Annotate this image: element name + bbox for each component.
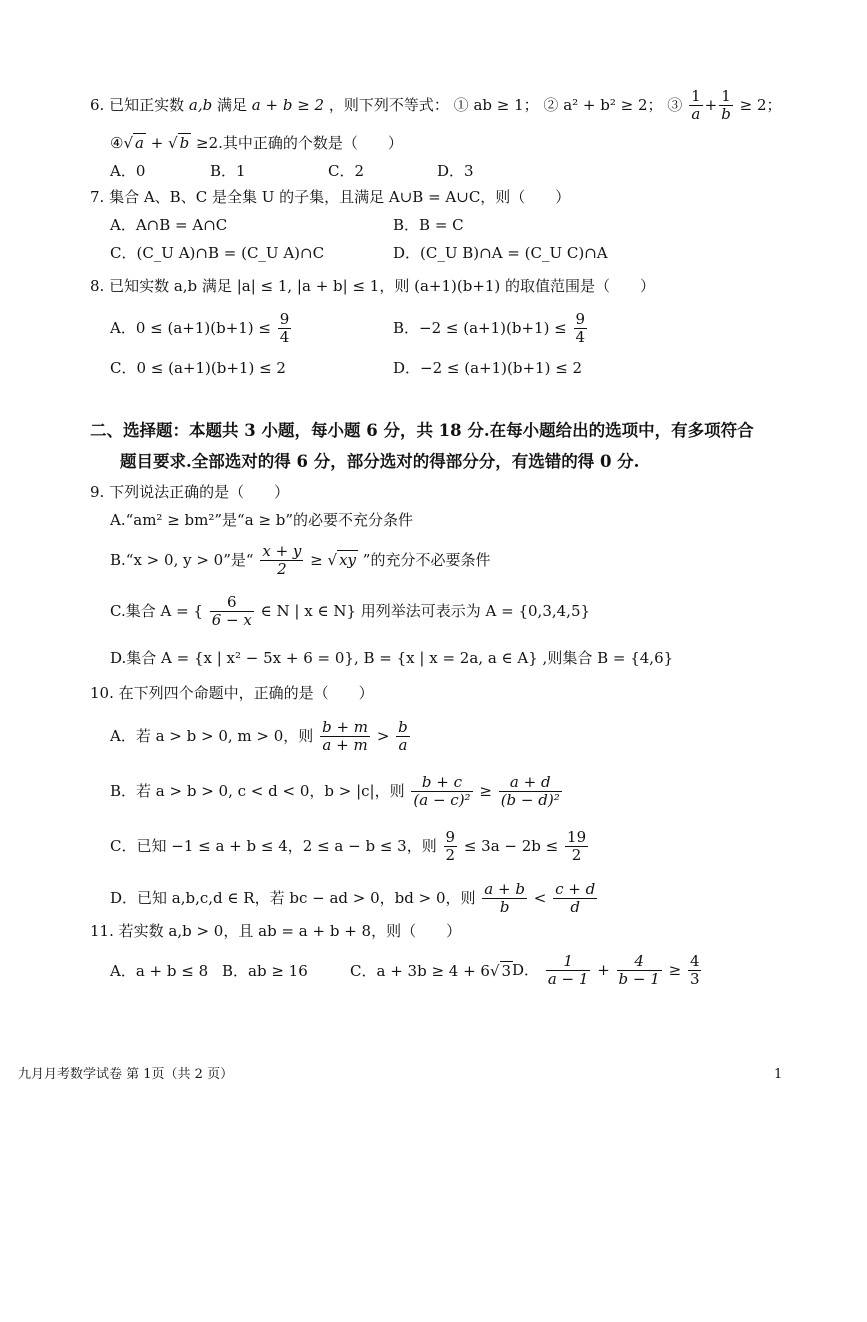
q6-option-b: B．1	[210, 162, 246, 180]
q10-option-d-frac2: $\frac{c + d}{d}$	[555, 880, 596, 917]
q10-option-d-lt: <	[533, 888, 547, 907]
q6-ineq-4-suffix: ≥2.其中正确的个数是（ ）	[196, 134, 403, 152]
q6-ineq-1: ① ab ≥ 1；	[453, 95, 539, 114]
q11-option-c-sqrt: 3	[501, 962, 512, 980]
q9-option-b: B.“x > 0, y > 0”是“ $\frac{x + y}{2}$ ≥ √ xy ”的充分不必要条件	[110, 542, 491, 579]
q10-option-c	[110, 829, 590, 865]
section2-heading-line2: 题目要求.全部选对的得 6 分，部分选对的得部分分，有选错的得 0 分.	[120, 452, 640, 471]
q6-stem-prefix: 6. 已知正实数	[90, 95, 185, 114]
q6-ineq-3-suffix: ≥ 2；	[739, 95, 782, 114]
q10-option-b-ge: ≥	[479, 781, 492, 800]
q8-stem: 8. 已知实数 a,b 满足 |a| ≤ 1, |a + b| ≤ 1，则 (a+1)(b+1) 的取值范围是（ ）	[90, 277, 656, 295]
q10-option-b-frac1: $\frac{b + c}{\text{(a − c)²}}$	[413, 773, 471, 810]
q10-option-b-frac2: $\frac{a + d}{\text{(b − d)²}}$	[500, 773, 560, 810]
q7-option-c: C．(C_U A)∩B = (C_U A)∩C	[110, 244, 325, 262]
q9-option-b-prefix: B.“x > 0, y > 0”是“	[110, 550, 254, 569]
q8-option-a-frac: $\frac{9}{4}$	[279, 310, 290, 347]
q6-stem-suffix: ，则下列不等式：	[328, 95, 449, 114]
q10-option-d-frac1: $\frac{a + b}{b}$	[484, 880, 525, 917]
q9-option-a: A.“am² ≥ bm²”是“a ≥ b”的必要不充分条件	[110, 511, 414, 529]
page-number: 1	[774, 1067, 783, 1082]
q10-option-d-prefix: D．已知 a,b,c,d ∈ R，若 bc − ad > 0，bd > 0，则	[110, 888, 476, 907]
q11-option-a: A．a + b ≤ 8	[110, 962, 209, 980]
q8-option-c: C．0 ≤ (a+1)(b+1) ≤ 2	[110, 359, 286, 377]
q11-option-c-prefix: C．a + 3b ≥ 4 + 6	[350, 962, 490, 980]
q11-option-d-plus: +	[597, 960, 610, 979]
q8-option-b-frac: $\frac{9}{4}$	[575, 310, 586, 347]
q10-option-c-frac1: $\frac{9}{2}$	[445, 828, 456, 865]
q8-option-d: D．−2 ≤ (a+1)(b+1) ≤ 2	[393, 359, 583, 377]
q9-option-b-suffix: ”的充分不必要条件	[362, 550, 491, 569]
q6-ineq-4-sqrt-b: b	[179, 134, 190, 152]
q6-option-a: A．0	[110, 162, 146, 180]
section2-heading-line1: 二、选择题：本题共 3 小题，每小题 6 分，共 18 分.在每小题给出的选项中，有多项符合	[90, 421, 754, 440]
q10-option-a-frac1: $\frac{b + m}{a + m}$	[322, 718, 369, 755]
q6-stem: 6. 已知正实数 a,b 满足 a + b ≥ 2 ，则下列不等式： ① ab ≥ 1； ② a² + b² ≥ 2； ③ $\frac{1}{a}$ + $\frac{1}{b}$ ≥ 2；	[90, 87, 782, 124]
q10-option-a-frac2: $\frac{b}{a}$	[398, 718, 408, 755]
q9-option-b-mid: ≥	[310, 550, 323, 569]
q11-stem: 11. 若实数 a,b > 0，且 ab = a + b + 8，则（ ）	[90, 922, 462, 940]
q10-option-c-frac2: $\frac{19}{2}$	[567, 828, 587, 865]
q6-option-c: C．2	[328, 162, 365, 180]
q6-ineq-2: ② a² + b² ≥ 2；	[543, 95, 663, 114]
q9-option-d: D.集合 A = {x | x² − 5x + 6 = 0}, B = {x | x = 2a, a ∈ A} ,则集合 B = {4,6}	[110, 649, 674, 667]
q9-option-c-suffix: ∈ N | x ∈ N} 用列举法可表示为 A = {0,3,4,5}	[260, 601, 591, 620]
q11-option-b: B．ab ≥ 16	[222, 962, 308, 980]
q8-option-a-text: A．0 ≤ (a+1)(b+1) ≤	[110, 318, 271, 337]
q10-option-b-prefix: B．若 a > b > 0, c < d < 0，b > |c|，则	[110, 781, 405, 800]
q7-option-a: A．A∩B = A∩C	[110, 216, 228, 234]
q6-ineq-4-prefix: ④	[110, 134, 124, 152]
q10-option-c-prefix: C．已知 −1 ≤ a + b ≤ 4，2 ≤ a − b ≤ 3，则	[110, 836, 437, 855]
q11-option-d-suffix: ≥	[668, 960, 682, 979]
q9-option-c	[110, 594, 590, 630]
q8-option-a	[110, 311, 293, 347]
q11-option-d-frac3: $\frac{4}{3}$	[689, 952, 700, 989]
q6-ineq-3-frac-b: $\frac{1}{b}$	[721, 87, 731, 124]
q9-option-c-frac: $\frac{6}{6 - x}$	[211, 593, 252, 630]
q8-option-b	[393, 311, 589, 347]
q9-stem: 9. 下列说法正确的是（ ）	[90, 483, 290, 501]
q10-option-a	[110, 719, 412, 755]
q11-option-d	[512, 953, 703, 989]
q7-option-d: D．(C_U B)∩A = (C_U C)∩A	[393, 244, 608, 262]
q10-option-a-gt: >	[376, 726, 390, 745]
q11-option-c: C．a + 3b ≥ 4 + 6√ 3	[350, 962, 512, 980]
q6-option-d: D．3	[437, 162, 474, 180]
q7-stem: 7. 集合 A、B、C 是全集 U 的子集，且满足 A∪B = A∪C，则（ ）	[90, 188, 571, 206]
q9-option-b-frac: $\frac{x + y}{2}$	[262, 542, 302, 579]
q6-ineq-4-plus: +	[150, 134, 164, 152]
q6-stem-cond: a + b ≥ 2	[251, 95, 325, 114]
q8-option-b-text: B．−2 ≤ (a+1)(b+1) ≤	[393, 318, 567, 337]
page-footer-left: 九月月考数学试卷 第 1页（共 2 页）	[18, 1067, 234, 1082]
q9-option-c-prefix: C.集合 A = {	[110, 601, 203, 620]
q6-stem-mid: 满足	[216, 95, 247, 114]
q6-ineq-4-sqrt-a: a	[135, 134, 144, 152]
q7-option-b: B．B = C	[393, 216, 464, 234]
q10-stem: 10. 在下列四个命题中，正确的是（ ）	[90, 684, 374, 702]
q6-ineq-4: ④√ a + √ b ≥2.其中正确的个数是（ ）	[110, 134, 403, 152]
q6-stem-vars: a,b	[188, 95, 213, 114]
q6-ineq-3-frac-a: $\frac{1}{a}$	[691, 87, 701, 124]
q10-option-c-mid: ≤ 3a − 2b ≤	[463, 836, 559, 855]
q11-option-d-frac2: $\frac{4}{b - 1}$	[618, 952, 660, 989]
q9-option-b-sqrt: xy	[339, 550, 357, 569]
q10-option-a-prefix: A．若 a > b > 0, m > 0，则	[110, 726, 314, 745]
q10-option-b	[110, 774, 564, 810]
q11-option-d-prefix: D．	[512, 960, 540, 979]
q6-ineq-3-prefix: ③	[667, 95, 683, 114]
q11-option-d-frac1: $\frac{1}{a - 1}$	[547, 952, 589, 989]
q10-option-d	[110, 881, 599, 917]
